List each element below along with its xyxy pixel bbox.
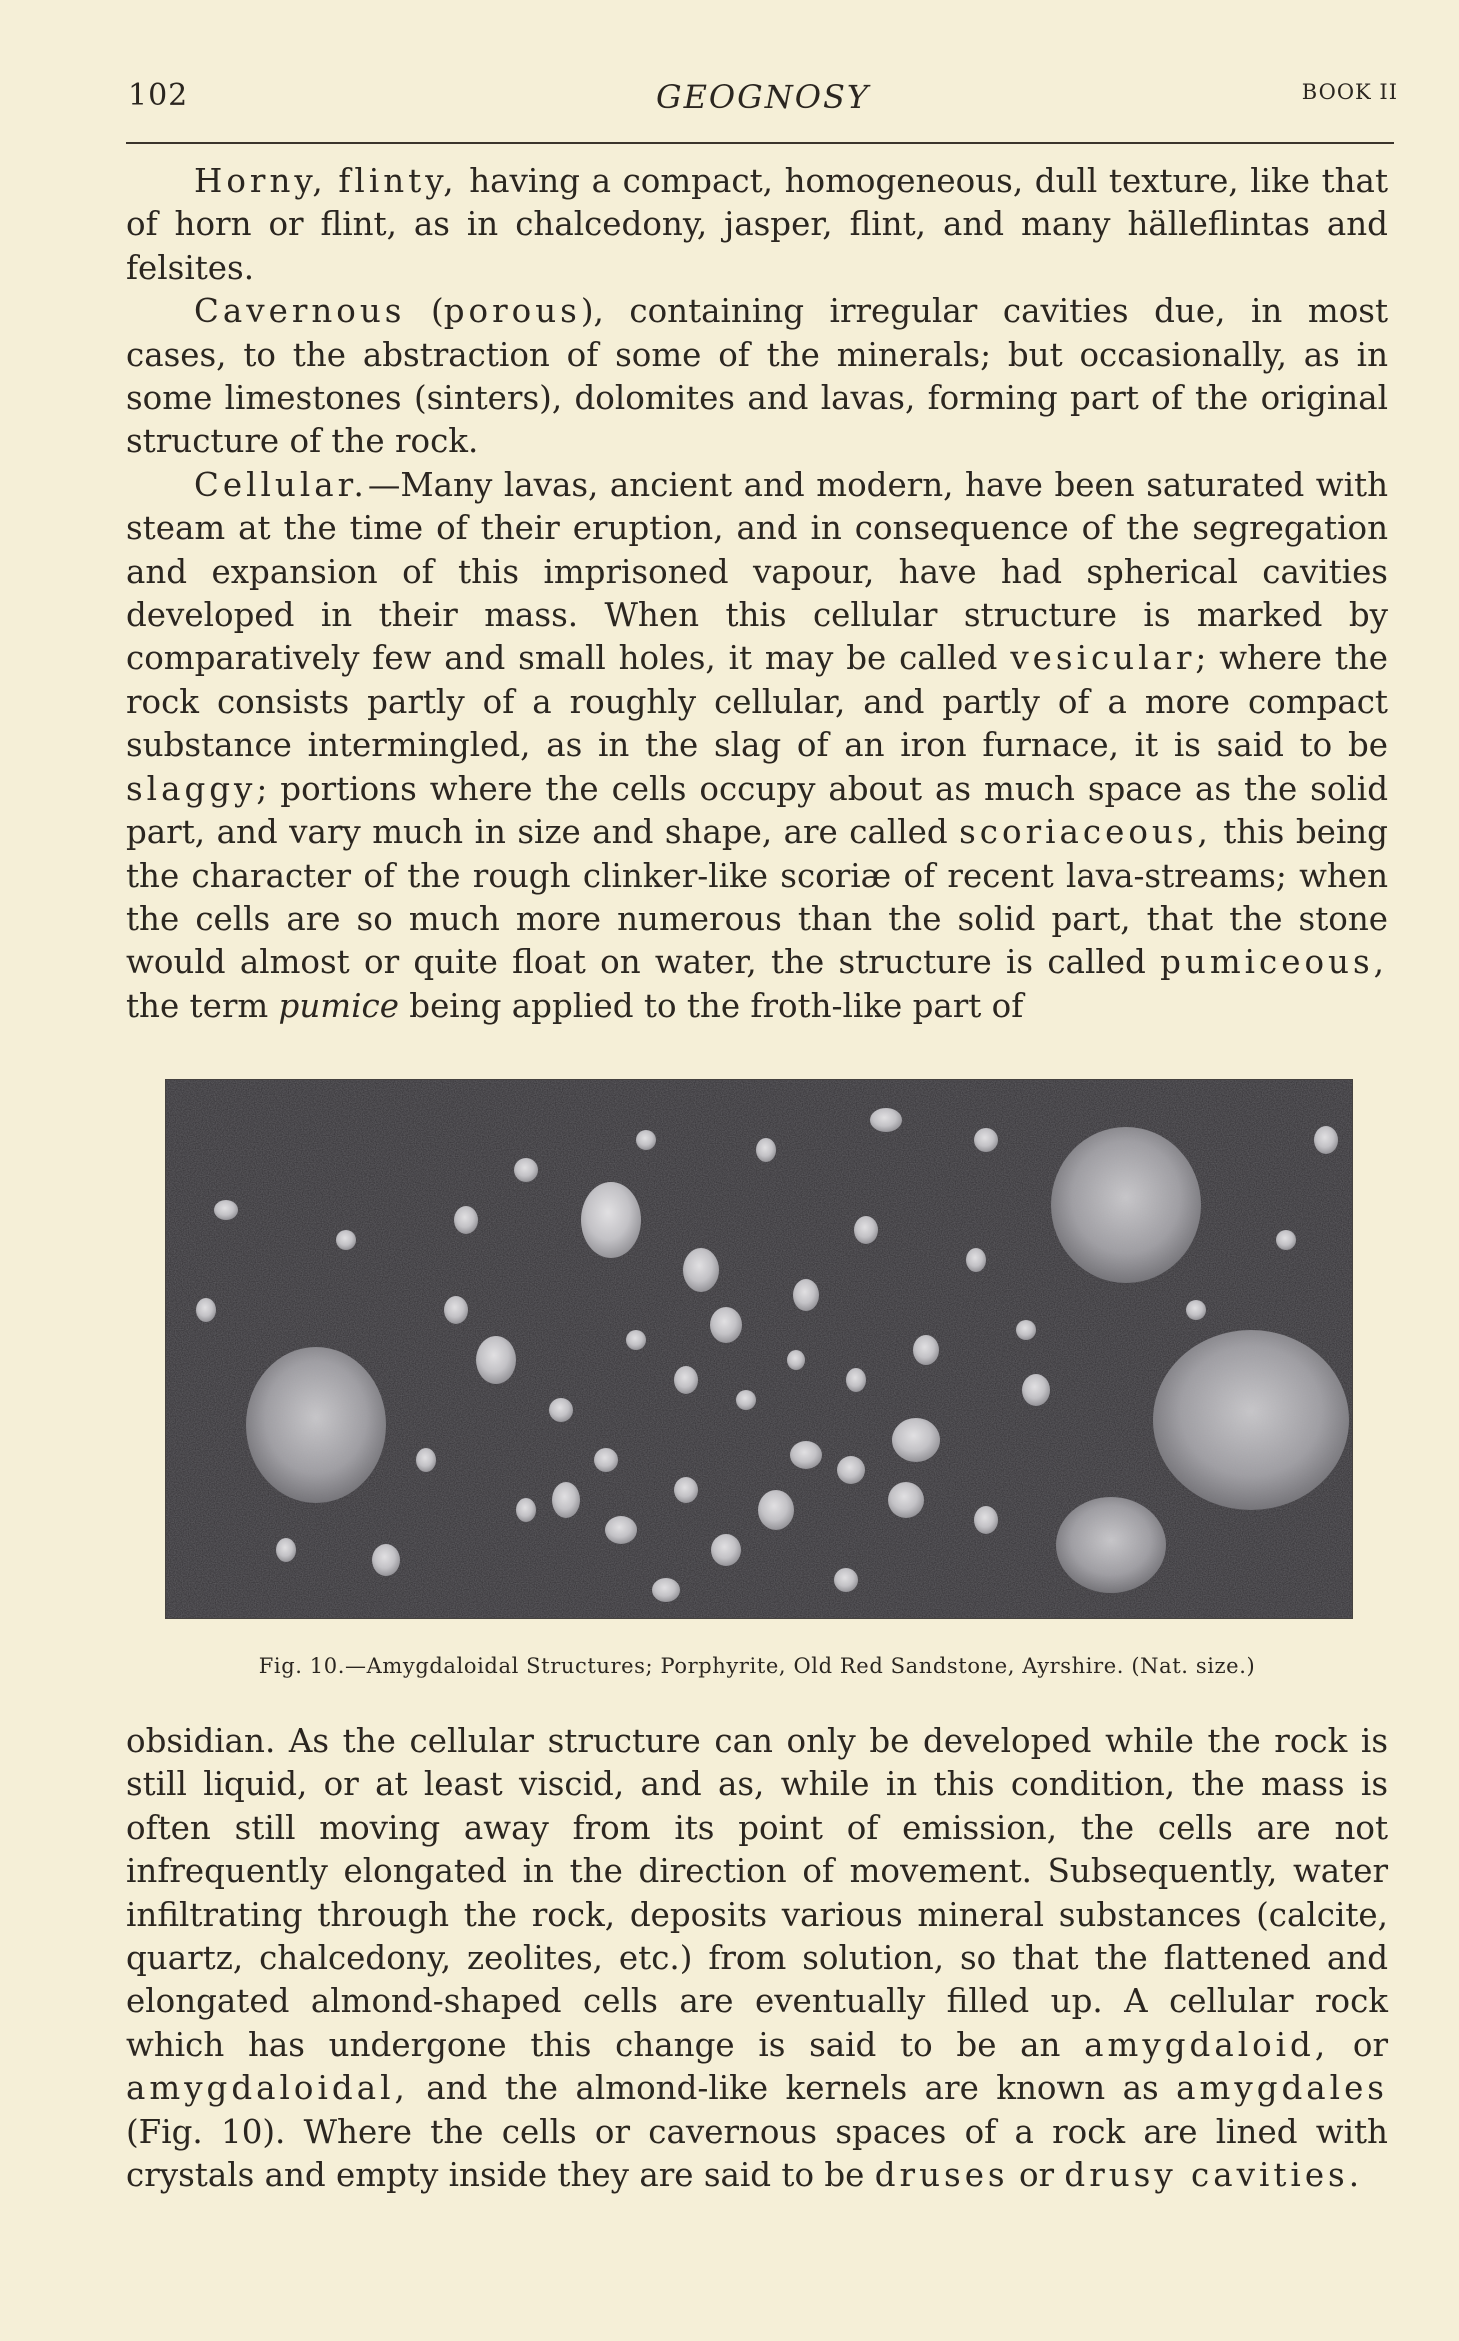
term-drusy-cavities: drusy cavities. <box>1064 2156 1364 2195</box>
amygdale-10 <box>913 1335 939 1365</box>
figure-amygdaloidal-photo <box>166 1080 1352 1618</box>
term-vesicular: vesicular <box>1010 639 1196 678</box>
amygdale-8 <box>793 1279 819 1311</box>
term-amygdaloid: amygdaloid, <box>1084 2025 1330 2064</box>
amygdale-24 <box>834 1568 858 1592</box>
paragraph-text: having a compact, homogeneous, dull texture, like that of horn or flint, as in chalcedony, jasper, flint, and many hälleflintas and felsites. <box>126 162 1388 287</box>
amygdale-30 <box>454 1206 478 1234</box>
running-title: GEOGNOSY <box>656 78 870 116</box>
amygdale-2 <box>1051 1127 1201 1283</box>
header-rule <box>126 142 1394 144</box>
amygdale-14 <box>444 1296 468 1324</box>
paragraph-cellular <box>126 464 1388 1028</box>
amygdale-44 <box>214 1200 238 1220</box>
amygdale-22 <box>888 1482 924 1518</box>
amygdale-29 <box>276 1538 296 1562</box>
term-druses: druses <box>874 2156 1009 2195</box>
paragraph-horny <box>126 160 1388 290</box>
figure-caption: Fig. 10.—Amygdaloidal Structures; Porphyrite, Old Red Sandstone, Ayrshire. (Nat. size.) <box>258 1654 1256 1678</box>
paragraph-text: obsidian. As the cellular structure can only be developed while the rock is still liquid, or at least viscid, and as, while in this condition, the mass is often still moving away from its point of emission, the cells are not infrequently elongated in the direction of movement. Subsequently, water infiltrating through the rock, deposits various mineral substances (calcite, quartz, chalcedony, zeolites, etc.) from solution, so that the flattened and elongated almond-shaped cells are eventually filled up. A cellular rock which has undergone this change is said to be an <box>126 1722 1388 2064</box>
term-porous: porous <box>443 292 581 331</box>
amygdale-16 <box>605 1516 637 1544</box>
amygdale-13 <box>476 1336 516 1384</box>
paragraph-obsidian <box>126 1720 1388 2197</box>
amygdale-49 <box>846 1368 866 1392</box>
paragraph-text: —Many lavas, ancient and modern, have been saturated with steam at the time of their eruption, and in consequence of the segregation and expansion of this imprisoned vapour, have had spherical cavities developed in their mass. When this cellular structure is marked by comparatively few and small holes, it may be called <box>126 465 1388 678</box>
paragraph-text: or <box>1008 2156 1065 2195</box>
paragraph-cavernous <box>126 290 1388 464</box>
page-number: 102 <box>128 78 189 113</box>
term-amygdales: amygdales <box>1176 2069 1388 2108</box>
amygdale-27 <box>516 1498 536 1522</box>
amygdale-43 <box>196 1298 216 1322</box>
term-flinty: flinty, <box>338 162 458 200</box>
amygdale-18 <box>711 1534 741 1566</box>
amygdale-48 <box>1186 1300 1206 1320</box>
running-header <box>128 78 1398 118</box>
term-scoriaceous: scoriaceous, <box>959 813 1212 852</box>
amygdale-1 <box>246 1347 386 1503</box>
amygdale-5 <box>581 1182 641 1258</box>
book-label: BOOK II <box>1301 80 1398 104</box>
amygdale-6 <box>683 1248 719 1292</box>
paragraph-text: this being the character of the rough clinker-like scoriæ of recent lava-streams; when the cells are so much more numerous than the solid part, that the stone would almost or quite float on water, the structure is called <box>126 813 1388 982</box>
term-horny: Horny, <box>194 162 327 200</box>
paragraph-text: ; where the rock consists partly of a roughly cellular, and partly of a more compact substance intermingled, as in the slag of an iron furnace, it is said to be <box>126 639 1388 765</box>
amygdale-7 <box>710 1307 742 1343</box>
amygdale-40 <box>626 1330 646 1350</box>
amygdale-45 <box>336 1230 356 1250</box>
amygdale-19 <box>758 1490 794 1530</box>
amygdale-11 <box>966 1248 986 1272</box>
amygdale-32 <box>636 1130 656 1150</box>
term-cellular: Cellular. <box>194 465 368 504</box>
amygdale-38 <box>736 1390 756 1410</box>
paragraph-text: being applied to the froth-like part of <box>398 986 1024 1025</box>
paragraph-text: ; portions where the cells occupy about as much space as the solid part, and vary much in size and shape, are called <box>126 769 1388 852</box>
paragraph-text: the term <box>126 986 279 1025</box>
term-cavernous: Cavernous <box>194 292 406 331</box>
amygdale-3 <box>1153 1330 1349 1510</box>
amygdale-36 <box>1016 1320 1036 1340</box>
amygdale-42 <box>416 1448 436 1472</box>
amygdale-31 <box>514 1158 538 1182</box>
amygdale-47 <box>1276 1230 1296 1250</box>
term-amygdaloidal: amygdaloidal, <box>126 2069 409 2108</box>
amygdale-26 <box>594 1448 618 1472</box>
term-pumice: pumice <box>278 986 399 1025</box>
amygdale-9 <box>854 1216 878 1244</box>
amygdale-35 <box>974 1128 998 1152</box>
paragraph-text: and the almond-like kernels are known as <box>408 2069 1177 2108</box>
amygdale-21 <box>837 1456 865 1484</box>
term-pumiceous: pumiceous, <box>1160 943 1388 982</box>
amygdale-25 <box>652 1578 680 1602</box>
paragraph-text: (Fig. 10). Where the cells or cavernous spaces of a rock are lined with crystals and empty inside they are said to be <box>126 2112 1388 2195</box>
body-text-bottom <box>126 1720 1388 2197</box>
amygdale-46 <box>1314 1126 1338 1154</box>
amygdale-28 <box>372 1544 400 1576</box>
body-text-top <box>126 160 1388 1028</box>
amygdale-39 <box>674 1366 698 1394</box>
amygdale-33 <box>756 1138 776 1162</box>
rock-texture-illustration <box>166 1080 1352 1618</box>
paragraph-text: or <box>1329 2025 1388 2064</box>
amygdale-37 <box>974 1506 998 1534</box>
paragraph-text: ( <box>405 292 444 331</box>
amygdale-23 <box>892 1418 940 1462</box>
amygdale-34 <box>870 1108 902 1132</box>
amygdale-20 <box>790 1441 822 1469</box>
amygdale-17 <box>674 1477 698 1503</box>
paragraph-text: ), containing irregular cavities due, in most cases, to the abstraction of some of the minerals; but occasionally, as in some limestones (sinters), dolomites and lavas, forming part of the original structure of the rock. <box>126 292 1388 461</box>
amygdale-15 <box>552 1482 580 1518</box>
amygdale-50 <box>787 1350 805 1370</box>
amygdale-4 <box>1056 1497 1166 1593</box>
term-slaggy: slaggy <box>126 769 257 808</box>
amygdale-12 <box>1022 1374 1050 1406</box>
amygdale-41 <box>549 1398 573 1422</box>
